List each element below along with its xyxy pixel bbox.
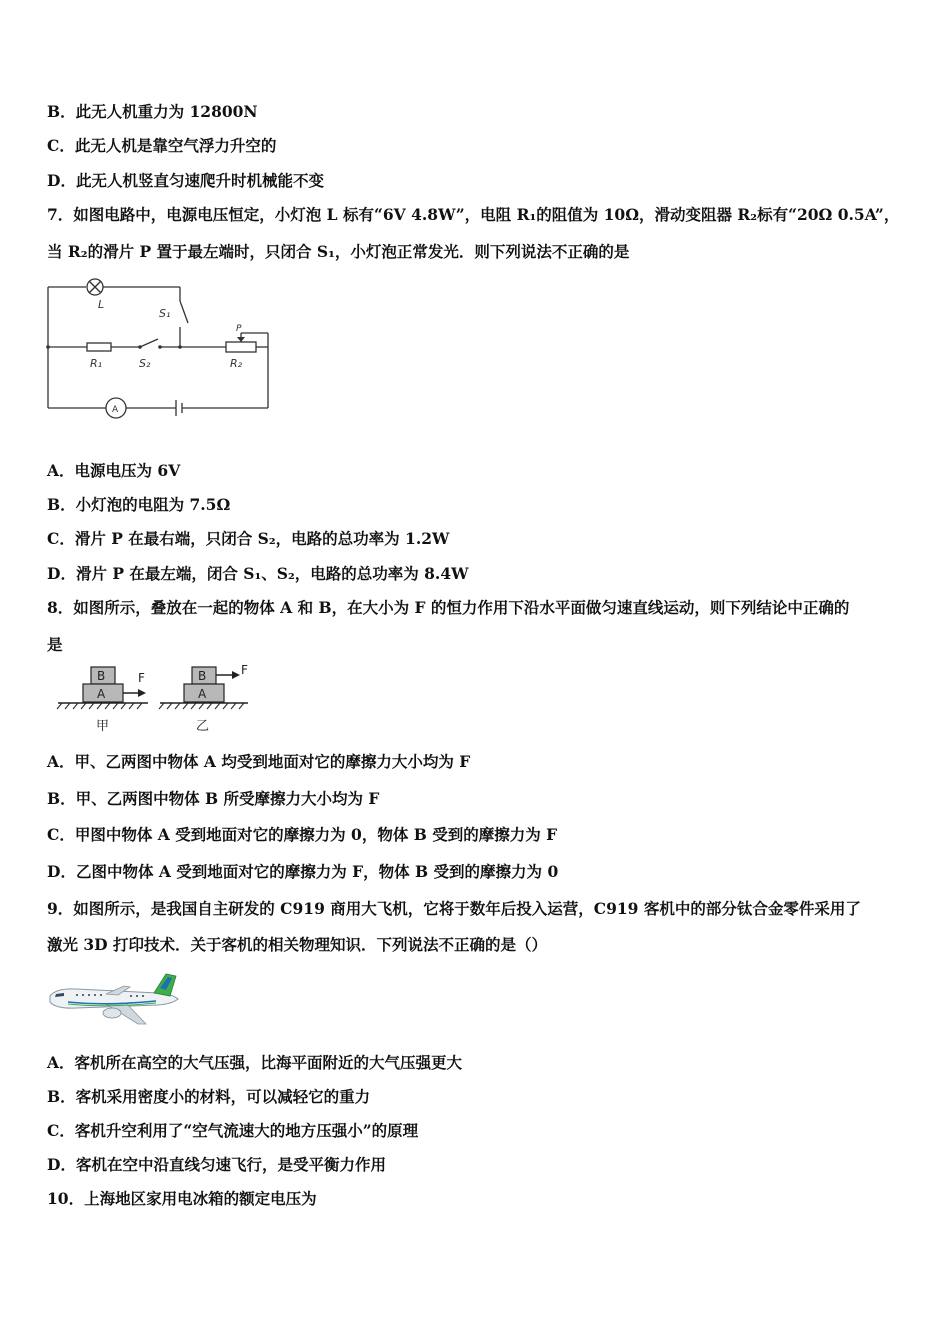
q6-option-b: B．此无人机重力为 12800N — [47, 102, 258, 121]
q8-blocks-diagram — [52, 660, 252, 738]
block-b-label-jia: B — [97, 669, 106, 683]
q8-stem-line1: 8．如图所示，叠放在一起的物体 A 和 B，在大小为 F 的恒力作用下沿水平面做匀速直线运动，则下列结论中正确的 — [47, 598, 850, 617]
q9-stem-line1: 9．如图所示，是我国自主研发的 C919 商用大飞机，它将于数年后投入运营，C919 客机中的部分钛合金零件采用了 — [47, 899, 861, 918]
caption-yi: 乙 — [196, 719, 210, 734]
q7-option-b: B．小灯泡的电阻为 7.5Ω — [47, 495, 231, 514]
q6-option-c: C．此无人机是靠空气浮力升空的 — [47, 136, 277, 155]
q7-option-c: C．滑片 P 在最右端，只闭合 S₂，电路的总功率为 1.2W — [47, 529, 450, 548]
figure-yi — [159, 663, 248, 734]
q7-stem-line2: 当 R₂的滑片 P 置于最左端时，只闭合 S₁，小灯泡正常发光．则下列说法不正确的是 — [47, 242, 630, 261]
q8-option-c: C．甲图中物体 A 受到地面对它的摩擦力为 0，物体 B 受到的摩擦力为 F — [47, 825, 558, 844]
switch-s1-label: S₁ — [159, 307, 171, 320]
resistor-r1-label: R₁ — [90, 357, 103, 370]
force-label-yi: F — [241, 663, 248, 677]
q7-stem-line1: 7．如图电路中，电源电压恒定，小灯泡 L 标有“6V 4.8W”，电阻 R₁的阻值为 10Ω，滑动变阻器 R₂标有“20Ω 0.5A”， — [47, 205, 900, 224]
q9-option-a: A．客机所在高空的大气压强，比海平面附近的大气压强更大 — [47, 1053, 463, 1072]
switch-s2-label: S₂ — [139, 357, 151, 370]
ammeter-label: A — [112, 405, 119, 415]
q7-circuit-diagram — [40, 275, 280, 425]
q7-option-d: D．滑片 P 在最左端，闭合 S₁、S₂，电路的总功率为 8.4W — [47, 564, 469, 583]
block-a-label-jia: A — [97, 687, 106, 701]
q10-stem-line1: 10．上海地区家用电冰箱的额定电压为 — [47, 1189, 317, 1208]
q8-option-d: D．乙图中物体 A 受到地面对它的摩擦力为 F，物体 B 受到的摩擦力为 0 — [47, 862, 559, 881]
q8-option-b: B．甲、乙两图中物体 B 所受摩擦力大小均为 F — [47, 789, 380, 808]
c919-airplane-image — [46, 972, 186, 1032]
q7-option-a: A．电源电压为 6V — [47, 461, 181, 480]
block-b-label-yi: B — [198, 669, 207, 683]
q9-stem-line2: 激光 3D 打印技术．关于客机的相关物理知识．下列说法不正确的是（） — [47, 935, 548, 954]
force-label-jia: F — [138, 671, 145, 685]
block-a-label-yi: A — [198, 687, 207, 701]
lamp-label: L — [98, 298, 105, 311]
resistor-r2-label: R₂ — [230, 357, 243, 370]
q9-option-c: C．客机升空利用了“空气流速大的地方压强小”的原理 — [47, 1121, 419, 1140]
figure-jia — [57, 667, 148, 734]
q9-option-d: D．客机在空中沿直线匀速飞行，是受平衡力作用 — [47, 1155, 386, 1174]
q9-option-b: B．客机采用密度小的材料，可以减轻它的重力 — [47, 1087, 371, 1106]
caption-jia: 甲 — [96, 719, 110, 734]
q8-stem-line2: 是 — [47, 635, 63, 654]
q6-option-d: D．此无人机竖直匀速爬升时机械能不变 — [47, 171, 324, 190]
slider-p-label: P — [236, 324, 242, 334]
q8-option-a: A．甲、乙两图中物体 A 均受到地面对它的摩擦力大小均为 F — [47, 752, 471, 771]
